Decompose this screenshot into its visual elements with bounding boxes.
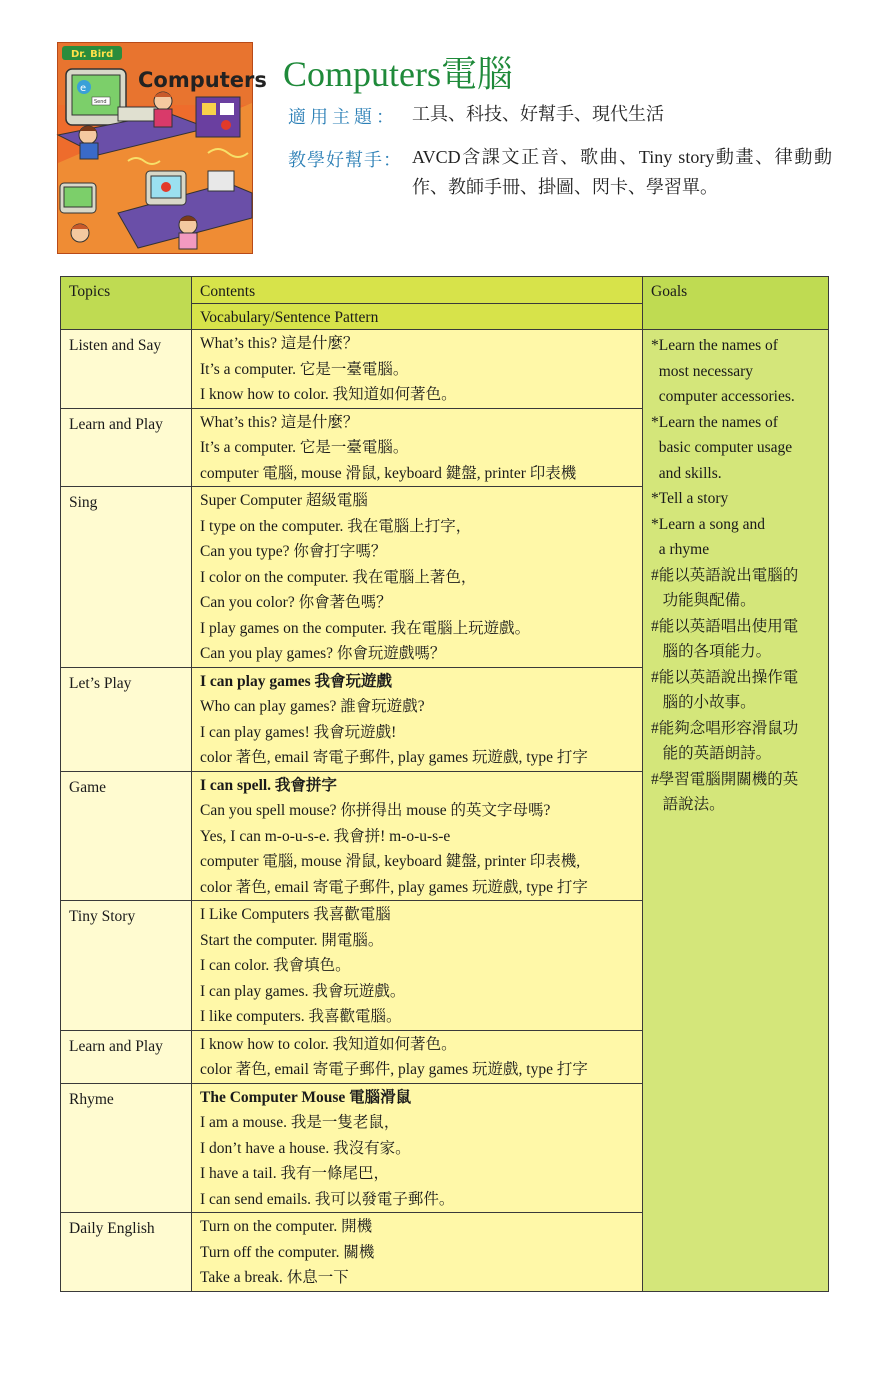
goal-line: #能以英語說出電腦的 (651, 566, 799, 584)
goal-line: 功能與配備。 (651, 592, 756, 609)
header-vocabulary-label: Vocabulary/Sentence Pattern (200, 309, 379, 326)
content-line: I play games on the computer. 我在電腦上玩遊戲。 (200, 619, 531, 637)
content-line: It’s a computer. 它是一臺電腦。 (200, 360, 409, 378)
page-title: Computers電腦 (283, 54, 513, 94)
goal-line: computer accessories. (651, 388, 795, 405)
header-goals-label: Goals (651, 283, 688, 300)
header-topics (61, 277, 192, 330)
content-line: Turn on the computer. 開機 (200, 1218, 373, 1235)
content-line: The Computer Mouse 電腦滑鼠 (200, 1088, 412, 1106)
topic-label: Game (69, 778, 107, 796)
header-goals (643, 277, 829, 330)
topic-cell (61, 330, 192, 409)
book-cover-image (57, 42, 267, 254)
content-line: I can color. 我會填色。 (200, 957, 351, 974)
topic-cell (61, 901, 192, 1031)
materials-label: 教學好幫手： (288, 150, 402, 170)
topic-cell (61, 408, 192, 487)
content-line: Can you type? 你會打字嗎？ (200, 543, 387, 560)
content-cell (192, 771, 643, 901)
content-line: computer 電腦, mouse 滑鼠, keyboard 鍵盤, printer 印表機 (200, 464, 577, 482)
content-line: Turn off the computer. 關機 (200, 1243, 375, 1261)
topic-label: Learn and Play (69, 1037, 163, 1055)
content-line: I color on the computer. 我在電腦上著色， (200, 568, 477, 586)
topic-cell (61, 1213, 192, 1292)
topic-label: Let’s Play (69, 674, 132, 692)
goal-line: most necessary (651, 362, 754, 380)
content-line: Who can play games? 誰會玩遊戲? (200, 698, 425, 715)
content-line: I like computers. 我喜歡電腦。 (200, 1008, 402, 1025)
content-line: I know how to color. 我知道如何著色。 (200, 1035, 457, 1053)
goal-line: *Learn the names of (651, 413, 778, 431)
content-line: I can play games 我會玩遊戲 (200, 672, 393, 690)
content-line: I am a mouse. 我是一隻老鼠， (200, 1114, 400, 1131)
content-cell (192, 1030, 643, 1083)
content-line: Can you spell mouse? 你拼得出 mouse 的英文字母嗎? (200, 802, 551, 819)
topic-label: Tiny Story (69, 908, 136, 925)
header-topics-label: Topics (69, 283, 111, 300)
content-line: color 著色, email 寄電子郵件, play games 玩遊戲, type 打字 (200, 749, 588, 766)
content-line: color 著色, email 寄電子郵件, play games 玩遊戲, type 打字 (200, 1061, 588, 1078)
topic-cell (61, 1030, 192, 1083)
topic-cell (61, 1083, 192, 1213)
content-line: Take a break. 休息一下 (200, 1269, 349, 1286)
lesson-plan-table (60, 276, 829, 1292)
content-line: Yes, I can m-o-u-s-e. 我會拼! m-o-u-s-e (200, 827, 451, 845)
goal-line: 腦的各項能力。 (651, 643, 772, 660)
content-line: I have a tail. 我有一條尾巴， (200, 1165, 389, 1182)
topic-label: Rhyme (69, 1090, 114, 1108)
content-line: computer 電腦, mouse 滑鼠, keyboard 鍵盤, printer 印表機, (200, 853, 581, 870)
topic-label: Listen and Say (69, 337, 162, 354)
content-cell (192, 901, 643, 1031)
goal-line: *Tell a story (651, 490, 729, 507)
content-cell (192, 667, 643, 771)
goal-line: basic computer usage (651, 439, 793, 456)
content-line: I can spell. 我會拼字 (200, 776, 337, 794)
content-cell (192, 1213, 643, 1292)
content-cell (192, 408, 643, 487)
content-line: What’s this? 這是什麼？ (200, 335, 359, 352)
table-row (61, 330, 829, 409)
topic-cell (61, 487, 192, 668)
theme-label: 適用主題： (288, 107, 398, 127)
goal-line: 腦的小故事。 (651, 694, 756, 711)
content-line: Can you color? 你會著色嗎？ (200, 594, 392, 611)
topic-label: Sing (69, 494, 98, 511)
table-header-row (61, 277, 829, 304)
goal-line: #學習電腦開關機的英 (651, 770, 799, 788)
topic-label: Learn and Play (69, 415, 163, 433)
goal-line: #能夠念唱形容滑鼠功 (651, 719, 799, 737)
cover-title: Computers (138, 68, 267, 92)
content-cell (192, 487, 643, 668)
content-line: It’s a computer. 它是一臺電腦。 (200, 439, 409, 456)
goal-line: *Learn the names of (651, 337, 778, 354)
content-line: I know how to color. 我知道如何著色。 (200, 386, 457, 403)
header-contents-label: Contents (200, 283, 256, 300)
theme-value: 工具、科技、好幫手、現代生活 (412, 104, 664, 124)
content-line: I don’t have a house. 我沒有家。 (200, 1139, 411, 1157)
content-line: I Like Computers 我喜歡電腦 (200, 906, 391, 923)
content-line: I can send emails. 我可以發電子郵件。 (200, 1190, 455, 1208)
header-vocabulary (192, 304, 643, 330)
cover-screen-text: Send (94, 99, 107, 105)
content-cell (192, 1083, 643, 1213)
header-contents (192, 277, 643, 304)
topic-cell (61, 667, 192, 771)
materials-value: AVCD含課文正音、歌曲、Tiny story動畫、律動動作、教師手冊、掛圖、閃卡、學習單。 (412, 147, 832, 197)
goal-line: #能以英語說出操作電 (651, 668, 799, 686)
content-line: Can you play games? 你會玩遊戲嗎？ (200, 645, 446, 662)
goal-line: *Learn a song and (651, 515, 766, 533)
content-line: I type on the computer. 我在電腦上打字， (200, 517, 472, 535)
topic-cell (61, 771, 192, 901)
content-line: I can play games. 我會玩遊戲。 (200, 982, 406, 1000)
goal-line: #能以英語唱出使用電 (651, 617, 799, 635)
content-line: What’s this? 這是什麼？ (200, 413, 359, 431)
goals-cell (643, 330, 829, 1292)
content-line: I can play games! 我會玩遊戲! (200, 723, 397, 741)
goal-line: a rhyme (651, 541, 710, 558)
svg-text:e: e (80, 83, 87, 94)
goal-line: 能的英語朗詩。 (651, 745, 772, 762)
topic-label: Daily English (69, 1220, 155, 1237)
content-line: Start the computer. 開電腦。 (200, 931, 384, 949)
content-line: Super Computer 超級電腦 (200, 492, 368, 509)
cover-brand: Dr. Bird (71, 49, 114, 60)
goal-line: 語說法。 (651, 796, 725, 813)
content-line: color 著色, email 寄電子郵件, play games 玩遊戲, type 打字 (200, 878, 588, 896)
content-cell (192, 330, 643, 409)
goal-line: and skills. (651, 464, 722, 482)
